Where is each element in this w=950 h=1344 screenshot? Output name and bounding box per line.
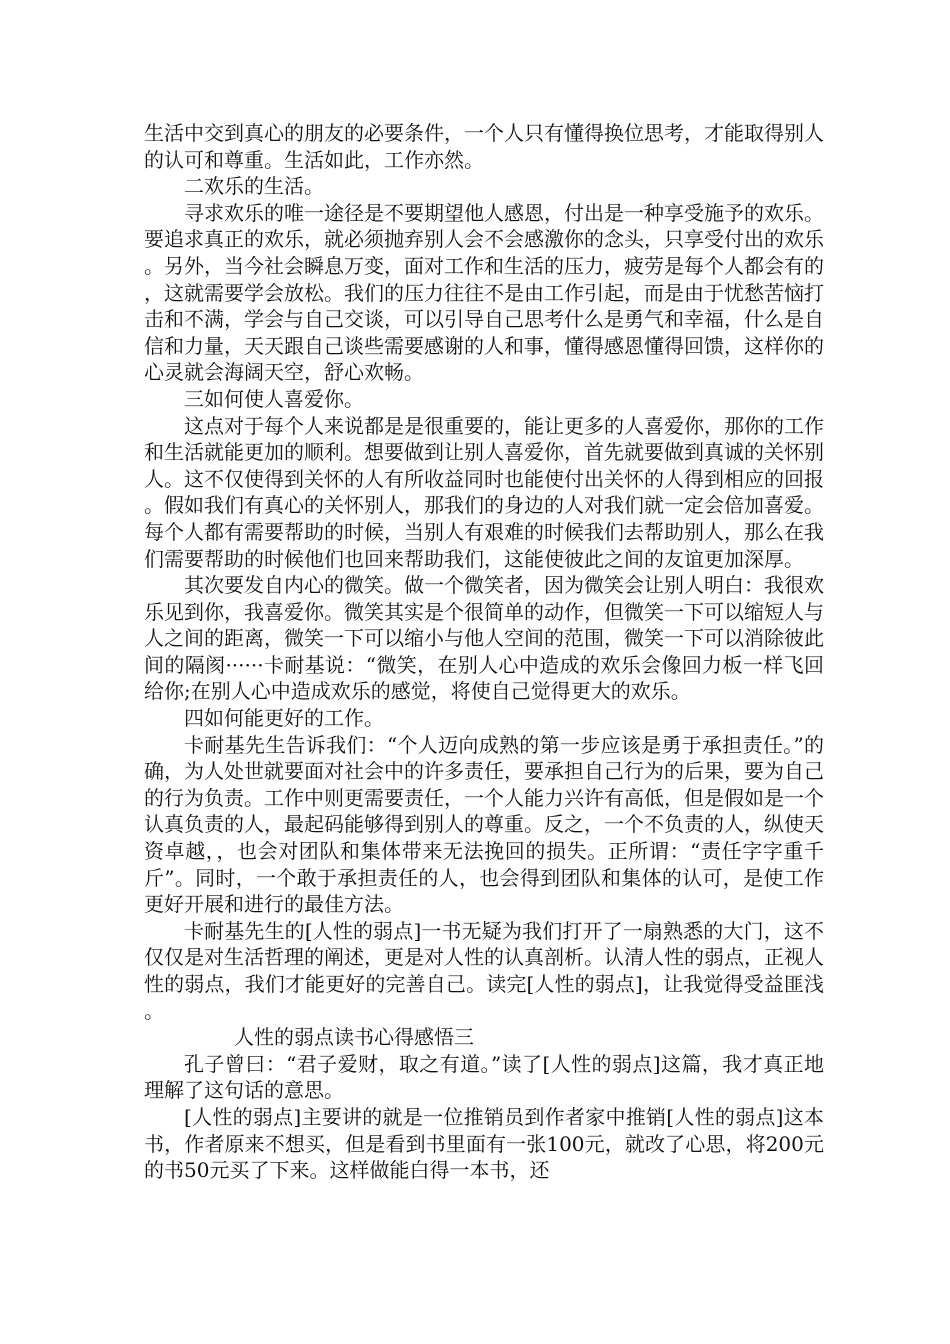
paragraph-joy: 寻求欢乐的唯一途径是不要期望他人感恩，付出是一种享受施予的欢乐。要追求真正的欢乐，就必须抛弃别人会不会感激你的念头，只享受付出的欢乐。另外，当今社会瞬息万变，面对工作和生活的压力，疲劳是每个人都会有的，这就需要学会放松。我们的压力往往不是由工作引起，而是由于忧愁苦恼打击和不满，学会与自己交谈，可以引导自己思考什么是勇气和幸福，什么是自信和力量，天天跟自己谈些需要感谢的人和事，懂得感恩懂得回馈，这样你的心灵就会海阔天空，舒心欢畅。 bbox=[144, 200, 824, 385]
paragraph-smile: 其次要发自内心的微笑。做一个微笑者，因为微笑会让别人明白：我很欢乐见到你，我喜爱你。微笑其实是个很简单的动作，但微笑一下可以缩短人与人之间的距离，微笑一下可以缩小与他人空间的范围，微笑一下可以消除彼此间的隔阂······卡耐基说：“微笑，在别人心中造成的欢乐会像回力板一样飞回给你;在别人心中造成欢乐的感觉，将使自己觉得更大的欢乐。 bbox=[144, 573, 824, 704]
paragraph-responsibility: 卡耐基先生告诉我们：“个人迈向成熟的第一步应该是勇于承担责任。”的确，为人处世就要面对社会中的许多责任，要承担自己行为的后果，要为自己的行为负责。工作中则更需要责任，一个人能力兴许有高低，但是假如是一个认真负责的人，最起码能够得到别人的尊重。反之，一个不负责的人，纵使天资卓越，，也会对团队和集体带来无法挽回的损失。正所谓：“责任字字重千斤”。同时，一个敢于承担责任的人，也会得到团队和集体的认可，是使工作更好开展和进行的最佳方法。 bbox=[144, 732, 824, 917]
paragraph-continuation: 生活中交到真心的朋友的必要条件，一个人只有懂得换位思考，才能取得别人的认可和尊重。生活如此，工作亦然。 bbox=[144, 121, 824, 172]
paragraph-being-liked: 这点对于每个人来说都是是很重要的，能让更多的人喜爱你，那你的工作和生活就能更加的顺利。想要做到让别人喜爱你，首先就要做到真诚的关怀别人。这不仅使得到关怀的人有所收益同时也能使付出关怀的人得到相应的回报。假如我们有真心的关怀别人，那我们的身边的人对我们就一定会倍加喜爱。每个人都有需要帮助的时候，当别人有艰难的时候我们去帮助别人，那么在我们需要帮助的时候他们也回来帮助我们，这能使彼此之间的友谊更加深厚。 bbox=[144, 413, 824, 571]
essay-title-3: 人性的弱点读书心得感悟三 bbox=[234, 1025, 474, 1050]
paragraph-confucius: 孔子曾曰：“君子爱财，取之有道。”读了[人性的弱点]这篇，我才真正地理解了这句话的意思。 bbox=[144, 1051, 824, 1103]
section-heading-3: 三如何使人喜爱你。 bbox=[184, 386, 364, 411]
section-heading-2: 二欢乐的生活。 bbox=[184, 174, 324, 199]
document-page bbox=[144, 120, 824, 1184]
section-heading-4: 四如何能更好的工作。 bbox=[184, 706, 384, 731]
paragraph-book-summary: [人性的弱点]主要讲的就是一位推销员到作者家中推销[人性的弱点]这本书，作者原来不想买，但是看到书里面有一张100元，就改了心思，将200元的书50元买了下来。这样做能白得一本书，还 bbox=[144, 1104, 824, 1183]
paragraph-conclusion: 卡耐基先生的[人性的弱点]一书无疑为我们打开了一扇熟悉的大门，这不仅仅是对生活哲理的阐述，更是对人性的认真剖析。认清人性的弱点，正视人性的弱点，我们才能更好的完善自己。读完[人性的弱点]，让我觉得受益匪浅。 bbox=[144, 918, 824, 1023]
